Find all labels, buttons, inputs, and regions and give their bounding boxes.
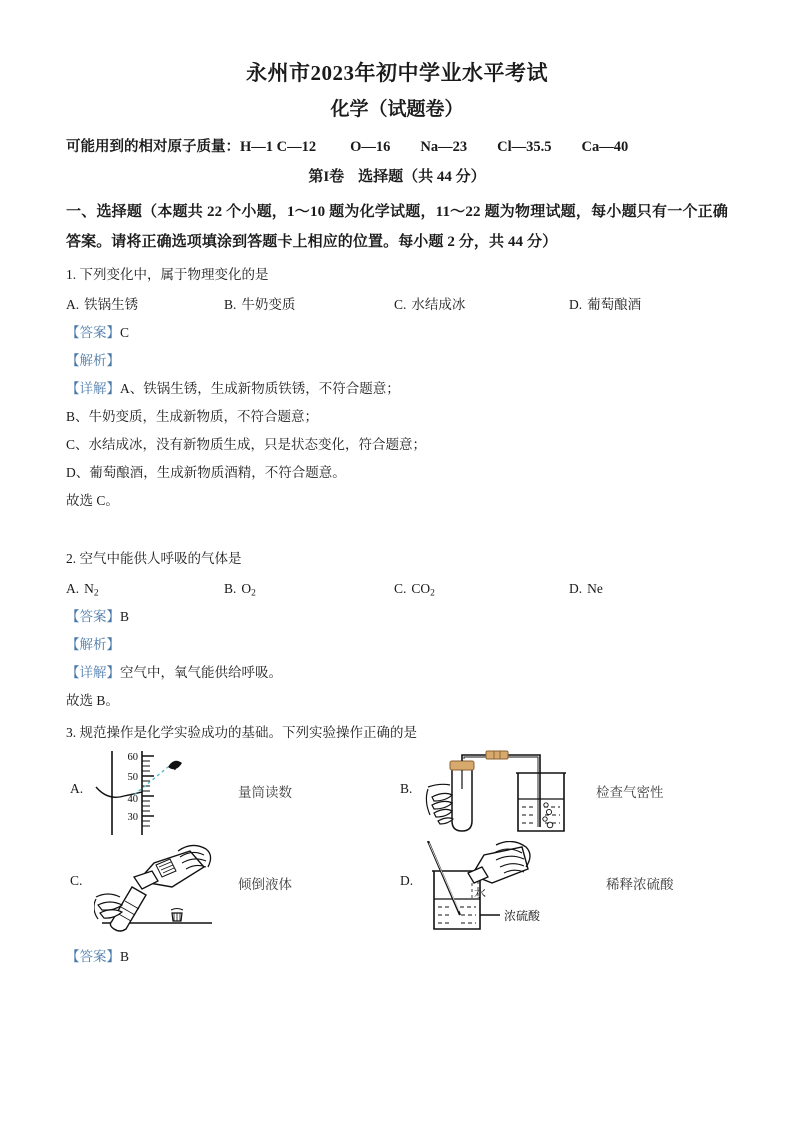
- section-header: [66, 165, 728, 189]
- question-3-answer: 【答案】B: [66, 949, 130, 964]
- page-subtitle: 化学（试题卷）: [330, 99, 464, 120]
- svg-text:水: 水: [474, 886, 487, 900]
- question-3-option-c[interactable]: [66, 841, 396, 937]
- question-2-text: 空气中能供人呼吸的气体是: [79, 551, 242, 566]
- svg-text:浓硫酸: 浓硫酸: [504, 909, 541, 923]
- question-1-detail-1: B、牛奶变质，生成新物质，不符合题意；: [66, 409, 319, 424]
- detail-marker: 【详解】: [66, 381, 120, 396]
- question-2-analysis-marker: 【解析】: [66, 637, 120, 652]
- question-3-option-c-letter: C.: [70, 873, 83, 888]
- question-2-answer: 【答案】B: [66, 609, 130, 624]
- question-3-option-d[interactable]: [396, 841, 728, 937]
- question-3-option-b[interactable]: [396, 749, 728, 841]
- question-2: [66, 545, 728, 715]
- question-3-figure-row-2: [66, 841, 728, 937]
- question-3-option-b-letter: B.: [400, 781, 413, 796]
- atomic-mass-1: O—16: [350, 139, 391, 155]
- question-1-answer: [66, 319, 728, 347]
- spacer: [66, 515, 728, 541]
- question-2-answer-value: B: [120, 609, 130, 624]
- question-1-number: 1.: [66, 267, 77, 282]
- question-1: [66, 261, 728, 515]
- page-title: 永州市2023年初中学业水平考试: [246, 61, 548, 85]
- question-1-detail-2: C、水结成冰，没有新物质生成，只是状态变化，符合题意；: [66, 437, 427, 452]
- question-3-option-a-letter: A.: [70, 781, 84, 796]
- question-2-option-c[interactable]: C. $CO_2$: [394, 581, 435, 599]
- question-3: [66, 719, 728, 971]
- atomic-mass-3: Cl—35.5: [497, 139, 552, 155]
- question-3-option-d-caption: 稀释浓硫酸: [606, 877, 674, 892]
- question-1-options: [66, 291, 728, 319]
- question-2-options: [66, 575, 728, 603]
- question-3-option-b-caption: 检查气密性: [596, 785, 664, 800]
- question-1-option-c[interactable]: C. 水结成冰: [394, 297, 466, 312]
- question-3-option-c-caption: 倾倒液体: [238, 877, 292, 892]
- atomic-mass-2: Na—23: [420, 139, 468, 155]
- question-2-option-a[interactable]: A. $N_2$: [66, 581, 99, 599]
- question-3-option-a-caption: 量筒读数: [238, 785, 292, 800]
- question-1-option-d[interactable]: D. 葡萄酿酒: [569, 297, 642, 312]
- question-2-stem: [66, 545, 728, 573]
- question-2-detail-0: 【详解】空气中，氧气能供给呼吸。: [66, 665, 282, 680]
- question-1-option-a[interactable]: A. 铁锅生锈: [66, 297, 139, 312]
- svg-text:50: 50: [127, 772, 138, 783]
- page-content: [66, 58, 728, 971]
- section-name: 选择题（共 44 分）: [358, 169, 486, 185]
- atomic-mass-prefix: 可能用到的相对原子质量：: [66, 139, 240, 155]
- section-label: 第I卷: [308, 169, 345, 185]
- question-3-number: 3.: [66, 725, 77, 740]
- svg-text:60: 60: [127, 752, 138, 763]
- question-1-answer-value: C: [120, 325, 130, 340]
- question-1-text: 下列变化中，属于物理变化的是: [79, 267, 269, 282]
- question-1-option-b[interactable]: B. 牛奶变质: [224, 297, 296, 312]
- question-3-option-d-letter: D.: [400, 873, 414, 888]
- question-1-detail-4: 故选 C。: [66, 493, 119, 508]
- question-3-figure-row-1: [66, 749, 728, 841]
- svg-text:40: 40: [127, 794, 138, 805]
- question-3-text: 规范操作是化学实验成功的基础。下列实验操作正确的是: [79, 725, 417, 740]
- question-1-detail-0: 【详解】A、铁锅生锈，生成新物质铁锈，不符合题意；: [66, 381, 400, 396]
- svg-text:30: 30: [127, 812, 138, 823]
- question-1-analysis-marker: 【解析】: [66, 353, 120, 368]
- atomic-mass-4: Ca—40: [581, 139, 629, 155]
- atomic-mass-0: H—1 C—12: [240, 139, 317, 155]
- section-instruction: 一、选择题（本题共 22 个小题，1～10 题为化学试题，11～22 题为物理试题，每小题只有一个正确答案。请将正确选项填涂到答题卡上相应的位置。每小题 2 分，共 44 分）: [66, 204, 728, 250]
- question-3-stem: [66, 719, 728, 747]
- answer-marker: 【答案】: [66, 325, 120, 340]
- question-2-option-d[interactable]: D. Ne: [569, 581, 603, 596]
- question-1-stem: [66, 261, 728, 289]
- question-2-detail-1: 故选 B。: [66, 693, 119, 708]
- question-3-option-a[interactable]: [66, 749, 396, 841]
- question-2-option-b[interactable]: B. $O_2$: [224, 581, 256, 599]
- question-2-number: 2.: [66, 551, 77, 566]
- atomic-mass-line: [66, 136, 728, 158]
- question-3-answer-value: B: [120, 949, 130, 964]
- question-1-detail-3: D、葡萄酿酒，生成新物质酒精，不符合题意。: [66, 465, 346, 480]
